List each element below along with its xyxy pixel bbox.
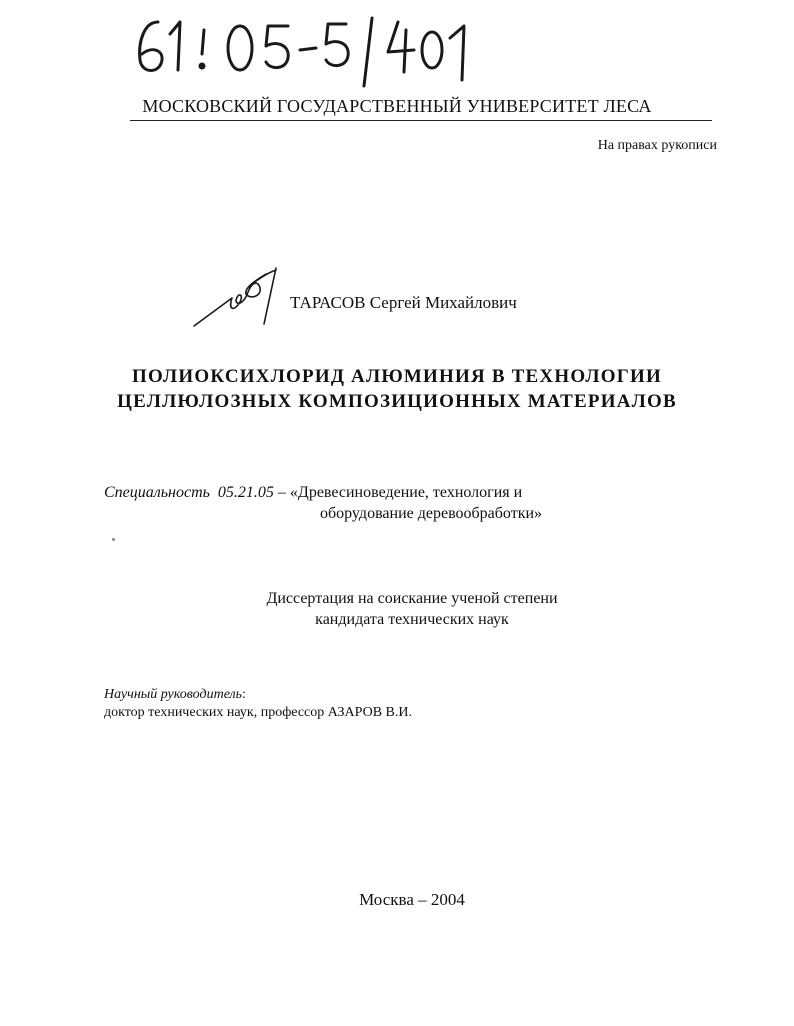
specialty-code: 05.21.05 (217, 484, 274, 501)
advisor-colon: : (242, 687, 246, 702)
advisor-block (104, 686, 412, 722)
specialty-name-line-2: оборудование деревообработки» (320, 505, 543, 522)
handwritten-archive-code (128, 8, 488, 88)
manuscript-rights-note: На правах рукописи (597, 138, 717, 153)
title-line-1: ПОЛИОКСИХЛОРИД АЛЮМИНИЯ В ТЕХНОЛОГИИ (132, 366, 662, 387)
author-name: ТАРАСОВ Сергей Михайлович (290, 293, 517, 312)
degree-statement (0, 588, 794, 630)
specialty-name-line-1: – «Древесиноведение, технология и (273, 484, 523, 501)
specialty-block (104, 482, 724, 524)
dissertation-title (0, 364, 794, 414)
degree-line-2: кандидата технических наук (315, 611, 509, 628)
header-divider (130, 120, 712, 121)
author-signature (190, 262, 290, 332)
degree-line-1: Диссертация на соискание ученой степени (266, 590, 558, 607)
specialty-label: Специальность (104, 484, 210, 501)
title-line-2: ЦЕЛЛЮЛОЗНЫХ КОМПОЗИЦИОННЫХ МАТЕРИАЛОВ (117, 391, 677, 412)
advisor-label: Научный руководитель (104, 687, 243, 702)
place-and-year: Москва – 2004 (359, 890, 465, 909)
advisor-name: доктор технических наук, профессор АЗАРОВ В.И. (104, 705, 413, 720)
scan-speck (112, 538, 115, 541)
university-name: МОСКОВСКИЙ ГОСУДАРСТВЕННЫЙ УНИВЕРСИТЕТ ЛЕСА (142, 96, 652, 116)
